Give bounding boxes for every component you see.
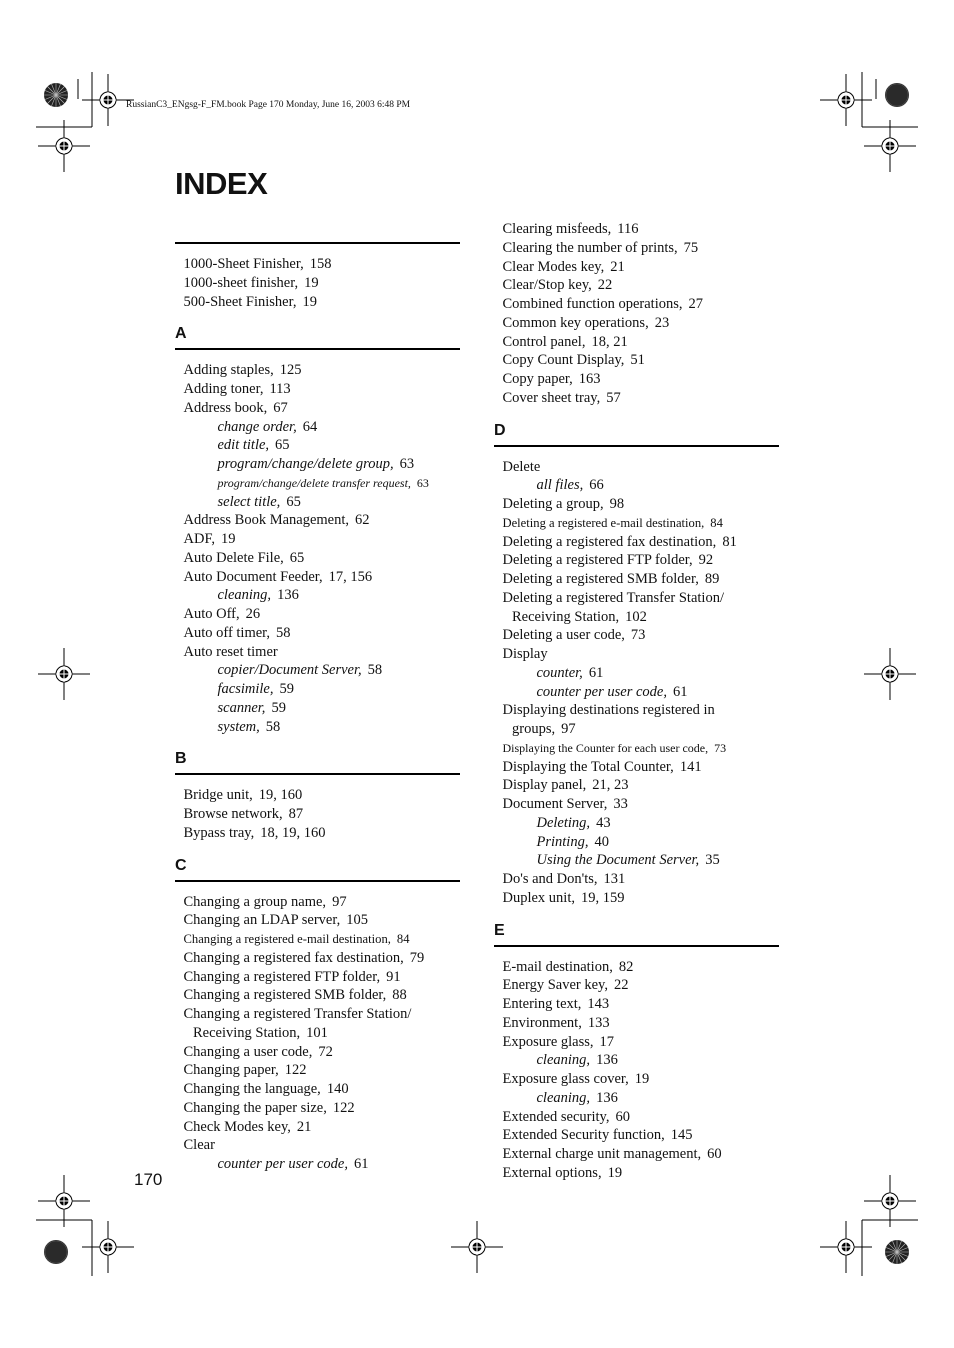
index-subentry: cleaning, 136 xyxy=(536,1089,618,1106)
index-entry: Changing a group name, 97 xyxy=(183,893,347,910)
index-entry: Auto Off, 26 xyxy=(183,606,261,622)
page-title: INDEX xyxy=(175,166,268,201)
index-entry: Changing a registered Transfer Station/ xyxy=(183,1006,412,1022)
index-entry: Display xyxy=(502,646,548,662)
index-entry: Browse network, 87 xyxy=(183,806,304,822)
index-subentry: program/change/delete group, 63 xyxy=(217,456,415,472)
index-entry: Cover sheet tray, 57 xyxy=(502,389,621,406)
index-entry: Delete xyxy=(502,458,541,475)
index-entry: Check Modes key, 21 xyxy=(183,1118,312,1135)
index-entry: Display panel, 21, 23 xyxy=(502,777,629,794)
index-subentry: Using the Document Server, 35 xyxy=(536,852,720,869)
index-entry: Copy Count Display, 51 xyxy=(502,352,645,369)
index-subentry: all files, 66 xyxy=(536,477,604,494)
index-entry: Deleting a registered fax destination, 81 xyxy=(502,533,737,550)
index-entry: Changing a registered SMB folder, 88 xyxy=(183,987,407,1004)
index-entry: Environment, 133 xyxy=(502,1014,610,1031)
section-c-continued-entries xyxy=(494,220,779,408)
header-file-line: RussianC3_ENgsg-F_FM.book Page 170 Monday, June 16, 2003 6:48 PM xyxy=(126,100,411,110)
index-entry: Document Server, 33 xyxy=(502,796,628,812)
index-entry: Auto reset timer xyxy=(183,643,278,660)
index-entry: Clearing the number of prints, 75 xyxy=(502,239,699,256)
index-entry: Address book, 67 xyxy=(183,399,288,416)
index-entry: Energy Saver key, 22 xyxy=(502,977,629,994)
index-subentry: Printing, 40 xyxy=(536,833,609,850)
index-subentry: edit title, 65 xyxy=(217,437,290,454)
index-entry: Changing a user code, 72 xyxy=(183,1043,333,1060)
index-entry: Do's and Don'ts, 131 xyxy=(502,871,626,887)
section-letter-c: C xyxy=(175,856,187,874)
index-entry: Displaying the Counter for each user code, 73 xyxy=(502,740,727,755)
index-entry: Duplex unit, 19, 159 xyxy=(502,889,625,906)
section-letter-a: A xyxy=(175,325,187,343)
index-subentry: cleaning, 136 xyxy=(217,587,299,604)
index-subentry: Deleting, 43 xyxy=(536,814,611,831)
index-entry: Entering text, 143 xyxy=(502,996,610,1012)
section-e-entries xyxy=(494,947,779,1183)
index-subentry: change order, 64 xyxy=(217,418,318,435)
index-entry: External options, 19 xyxy=(502,1164,623,1181)
index-entry: E-mail destination, 82 xyxy=(502,958,634,975)
index-subentry: counter, 61 xyxy=(536,664,604,681)
index-entry: Auto Document Feeder, 17, 156 xyxy=(183,568,373,585)
index-entry: Deleting a user code, 73 xyxy=(502,627,646,644)
index-entry: Deleting a group, 98 xyxy=(502,496,625,512)
index-entry-continued: Receiving Station, 101 xyxy=(193,1024,328,1041)
index-column-left xyxy=(175,242,460,1174)
index-entry: Changing a registered FTP folder, 91 xyxy=(183,968,401,985)
index-entry: Changing a registered e-mail destination, 84 xyxy=(183,932,410,946)
index-entry: Auto off timer, 58 xyxy=(183,624,291,641)
index-entry: Extended Security function, 145 xyxy=(502,1127,693,1144)
index-entry: Exposure glass, 17 xyxy=(502,1033,615,1050)
index-entry: Clear Modes key, 21 xyxy=(502,258,625,275)
index-subentry: facsimile, 59 xyxy=(217,681,294,697)
index-entry: Auto Delete File, 65 xyxy=(183,549,305,566)
index-entry: 1000-Sheet Finisher, 158 xyxy=(183,256,332,272)
section-d-entries xyxy=(494,447,779,908)
index-entry: Changing an LDAP server, 105 xyxy=(183,912,368,929)
index-entry: 500-Sheet Finisher, 19 xyxy=(183,293,317,310)
index-entry: Changing a registered fax destination, 79 xyxy=(183,949,425,966)
numeric-entries xyxy=(175,244,460,311)
index-entry: Adding toner, 113 xyxy=(183,381,291,397)
section-letter-d: D xyxy=(494,421,506,439)
index-entry: Displaying destinations registered in xyxy=(502,702,715,719)
index-entry: Exposure glass cover, 19 xyxy=(502,1071,650,1087)
index-subentry: select title, 65 xyxy=(217,493,301,510)
index-entry: Deleting a registered FTP folder, 92 xyxy=(502,552,714,569)
index-subentry: program/change/delete transfer request, 63 xyxy=(217,475,429,490)
index-entry: Deleting a registered e-mail destination, 84 xyxy=(502,515,723,530)
index-entry: 1000-sheet finisher, 19 xyxy=(183,274,319,291)
index-entry: Changing paper, 122 xyxy=(183,1062,307,1079)
index-entry: Adding staples, 125 xyxy=(183,362,302,379)
index-entry-continued: Receiving Station, 102 xyxy=(512,608,647,625)
index-subentry: cleaning, 136 xyxy=(536,1052,618,1069)
index-entry: Deleting a registered Transfer Station/ xyxy=(502,589,724,606)
section-b-entries xyxy=(175,775,460,842)
section-c-entries xyxy=(175,882,460,1174)
index-entry: External charge unit management, 60 xyxy=(502,1146,722,1162)
index-subentry: counter per user code, 61 xyxy=(217,1156,369,1172)
index-entry: Copy paper, 163 xyxy=(502,371,601,387)
index-entry: Bypass tray, 18, 19, 160 xyxy=(183,824,326,841)
page-number: 170 xyxy=(134,1170,163,1189)
index-entry: Extended security, 60 xyxy=(502,1108,630,1125)
index-entry: ADF, 19 xyxy=(183,531,236,547)
index-entry: Changing the paper size, 122 xyxy=(183,1099,355,1116)
index-entry: Displaying the Total Counter, 141 xyxy=(502,758,702,775)
index-column-right xyxy=(494,220,779,1183)
section-letter-e: E xyxy=(494,921,505,939)
index-entry: Deleting a registered SMB folder, 89 xyxy=(502,571,720,587)
index-entry: Bridge unit, 19, 160 xyxy=(183,787,303,804)
index-entry: Clear/Stop key, 22 xyxy=(502,277,613,294)
index-entry: Address Book Management, 62 xyxy=(183,512,370,529)
index-entry: Common key operations, 23 xyxy=(502,314,670,331)
section-a-entries xyxy=(175,350,460,736)
index-subentry: system, 58 xyxy=(217,718,281,735)
index-entry: Combined function operations, 27 xyxy=(502,296,704,312)
index-entry: Control panel, 18, 21 xyxy=(502,333,628,350)
index-subentry: scanner, 59 xyxy=(217,699,286,716)
index-subentry: counter per user code, 61 xyxy=(536,683,688,700)
index-entry: Clearing misfeeds, 116 xyxy=(502,221,639,237)
index-entry-continued: groups, 97 xyxy=(512,721,576,737)
index-entry: Clear xyxy=(183,1137,215,1154)
index-subentry: copier/Document Server, 58 xyxy=(217,662,383,679)
section-letter-b: B xyxy=(175,750,187,768)
index-entry: Changing the language, 140 xyxy=(183,1081,349,1097)
